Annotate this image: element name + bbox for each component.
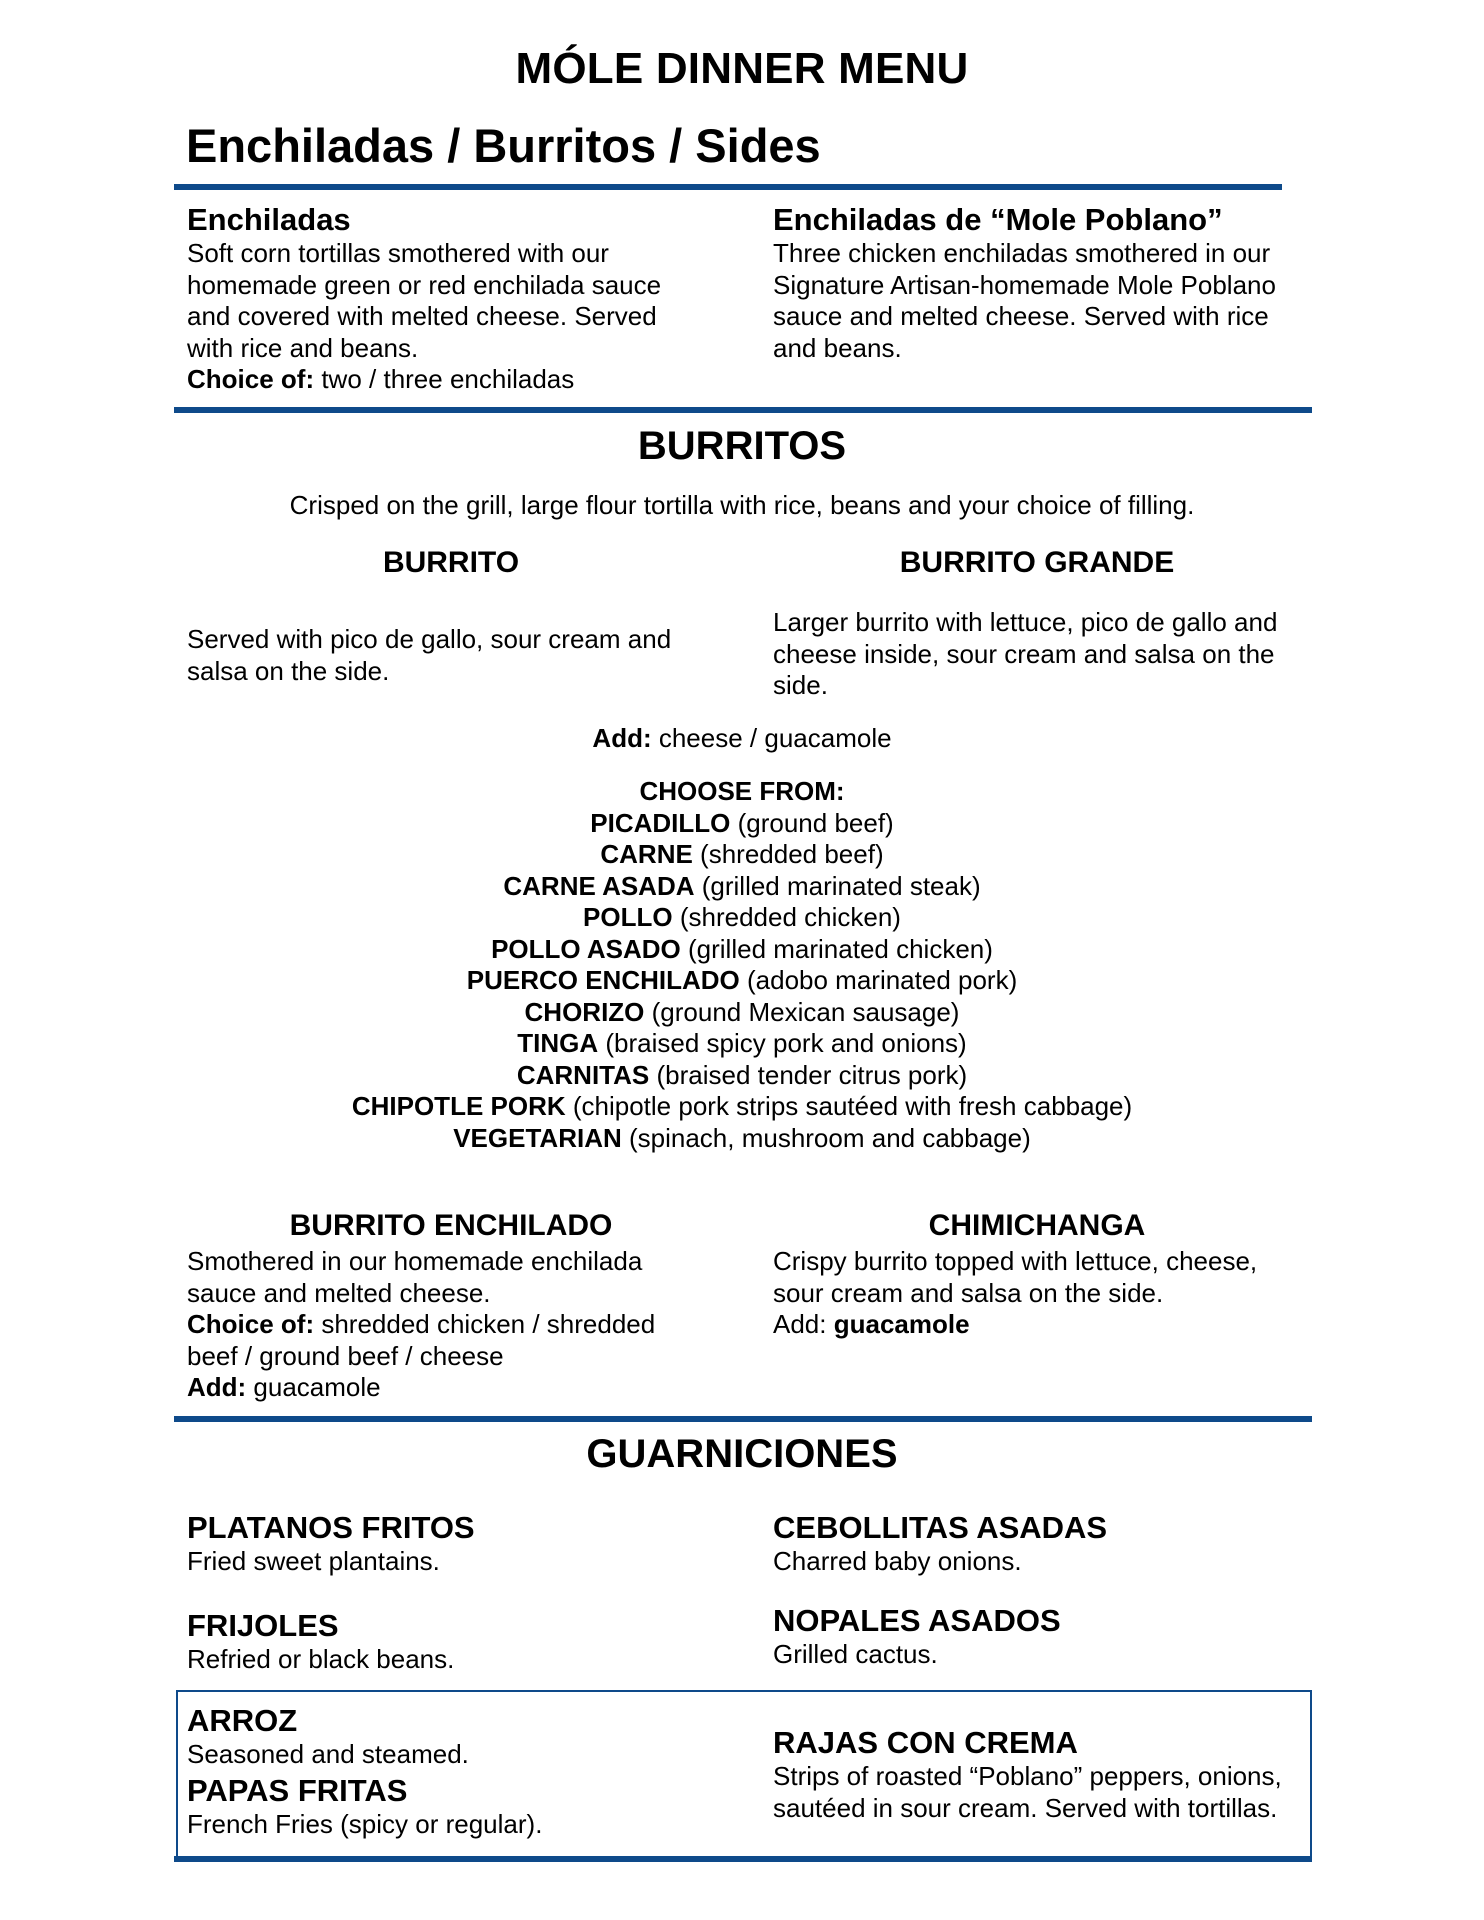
- item-title: BURRITO GRANDE: [899, 546, 1175, 579]
- filling-item: CARNITAS (braised tender citrus pork): [516, 1059, 968, 1090]
- filling-item: PUERCO ENCHILADO (adobo marinated pork): [466, 965, 1018, 995]
- description-line: sauce and melted cheese.: [187, 1277, 491, 1308]
- filling-item: CARNE (shredded beef): [600, 839, 884, 869]
- item-title: ARROZ: [187, 1703, 298, 1738]
- description-line: Larger burrito with lettuce, pico de gallo and: [773, 607, 1278, 637]
- description-line: cheese inside, sour cream and salsa on the: [773, 638, 1275, 669]
- burrito-description: [187, 624, 727, 687]
- item-description: Refried or black beans.: [187, 1644, 455, 1674]
- description-line: sauce and melted cheese. Served with rice: [773, 301, 1269, 331]
- side-item: [187, 1608, 454, 1676]
- description-line: Three chicken enchiladas smothered in our: [773, 238, 1271, 268]
- choice-line: Choice of: two / three enchiladas: [187, 364, 575, 394]
- item-title: Enchiladas: [187, 202, 351, 237]
- item-description: French Fries (spicy or regular).: [187, 1809, 543, 1839]
- section-heading: GUARNICIONES: [586, 1432, 898, 1476]
- add-line: Add: guacamole: [773, 1309, 970, 1339]
- section-intro: Crisped on the grill, large flour tortilla with rice, beans and your choice of filling.: [289, 490, 1195, 520]
- filling-item: CARNE ASADA (grilled marinated steak): [503, 870, 981, 901]
- item-title: Enchiladas de “Mole Poblano”: [773, 202, 1223, 237]
- description-line: side.: [773, 670, 828, 700]
- divider-rule: [174, 407, 1312, 413]
- item-title: RAJAS CON CREMA: [773, 1725, 1078, 1760]
- add-line: Add: guacamole: [187, 1372, 381, 1402]
- divider-rule: [174, 184, 1282, 190]
- side-item: [773, 1603, 1061, 1671]
- description-line: Crispy burrito topped with lettuce, cheese,: [773, 1246, 1258, 1276]
- choice-line: Choice of: shredded chicken / shredded: [187, 1309, 656, 1339]
- filling-item: POLLO (shredded chicken): [583, 902, 901, 932]
- description-line: Strips of roasted “Poblano” peppers, onions,: [773, 1761, 1282, 1791]
- item-description: Fried sweet plantains.: [187, 1546, 440, 1576]
- item-title: NOPALES ASADOS: [773, 1603, 1061, 1638]
- item-description: [773, 1761, 1282, 1824]
- item-description: Charred baby onions.: [773, 1546, 1022, 1576]
- description-line: and covered with melted cheese. Served: [187, 301, 657, 331]
- enchiladas-mole-poblano-item: [773, 202, 1313, 364]
- divider-rule: [174, 1416, 1312, 1422]
- item-description: Seasoned and steamed.: [187, 1739, 469, 1769]
- side-item: [187, 1773, 542, 1841]
- filling-item: CHORIZO (ground Mexican sausage): [524, 996, 960, 1027]
- menu-subtitle: Enchiladas / Burritos / Sides: [186, 119, 821, 172]
- side-item: [773, 1510, 1107, 1578]
- item-title: PLATANOS FRITOS: [187, 1510, 475, 1545]
- side-item: [773, 1725, 1282, 1824]
- section-heading: BURRITOS: [637, 424, 847, 468]
- choose-from-heading: CHOOSE FROM:: [639, 776, 845, 806]
- item-description: [187, 238, 727, 396]
- item-description: Grilled cactus.: [773, 1639, 938, 1669]
- description-line: Signature Artisan-homemade Mole Poblano: [773, 269, 1276, 300]
- chimichanga-description: [773, 1246, 1313, 1341]
- description-line: sour cream and salsa on the side.: [773, 1277, 1164, 1308]
- description-line: sautéed in sour cream. Served with tortillas.: [773, 1792, 1278, 1823]
- burrito-add-line: Add: cheese / guacamole: [592, 723, 892, 753]
- filling-item: PICADILLO (ground beef): [590, 807, 894, 838]
- filling-item: POLLO ASADO (grilled marinated chicken): [491, 933, 993, 964]
- item-title: BURRITO ENCHILADO: [289, 1209, 613, 1242]
- fillings-list: [0, 776, 1484, 1154]
- description-line: Served with pico de gallo, sour cream and: [187, 624, 672, 654]
- filling-item: CHIPOTLE PORK (chipotle pork strips sautéed with fresh cabbage): [351, 1091, 1133, 1121]
- description-line: and beans.: [773, 332, 902, 363]
- item-title: PAPAS FRITAS: [187, 1773, 408, 1808]
- description-line: beef / ground beef / cheese: [187, 1340, 504, 1371]
- description-line: Soft corn tortillas smothered with our: [187, 238, 609, 268]
- item-title: BURRITO: [382, 546, 520, 579]
- side-item: [187, 1510, 475, 1578]
- menu-title: MÓLE DINNER MENU: [515, 44, 969, 93]
- description-line: with rice and beans.: [187, 332, 419, 363]
- enchiladas-item: [187, 202, 727, 396]
- description-line: Smothered in our homemade enchilada: [187, 1246, 643, 1276]
- burrito-enchilado-description: [187, 1246, 727, 1404]
- description-line: homemade green or red enchilada sauce: [187, 269, 662, 300]
- item-title: CEBOLLITAS ASADAS: [773, 1510, 1108, 1545]
- filling-item: TINGA (braised spicy pork and onions): [517, 1028, 967, 1058]
- divider-rule: [174, 1856, 1312, 1862]
- description-line: salsa on the side.: [187, 655, 390, 686]
- item-description: [773, 238, 1313, 364]
- filling-item: VEGETARIAN (spinach, mushroom and cabbage): [453, 1122, 1031, 1153]
- item-title: FRIJOLES: [187, 1608, 339, 1643]
- burrito-grande-description: [773, 607, 1313, 702]
- side-item: [187, 1703, 469, 1771]
- item-title: CHIMICHANGA: [928, 1209, 1146, 1242]
